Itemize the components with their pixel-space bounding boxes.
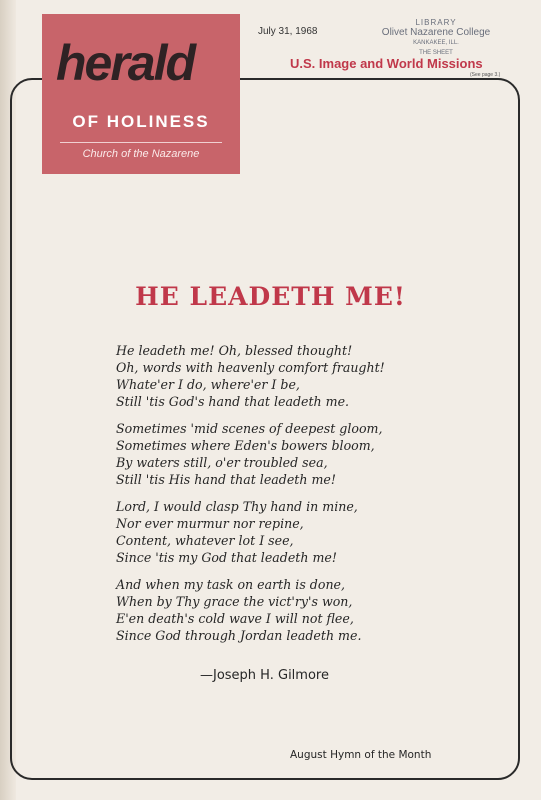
masthead-title: herald (56, 35, 195, 91)
masthead-divider (60, 142, 222, 143)
library-stamp (376, 18, 496, 56)
poem-line: Sometimes where Eden's bowers bloom, (116, 438, 375, 453)
stamp-line-extra: THE SHEET (419, 50, 453, 56)
poem-line: By waters still, o'er troubled sea, (116, 455, 328, 470)
poem-line: Still 'tis God's hand that leadeth me. (116, 394, 350, 409)
poem-attribution: —Joseph H. Gilmore (200, 668, 329, 683)
stamp-line-college: Olivet Nazarene College (381, 27, 491, 38)
poem-line: Since God through Jordan leadeth me. (116, 628, 362, 643)
poem-title: HE LEADETH ME! (135, 282, 406, 311)
see-page-note: (See page 3.) (470, 72, 501, 78)
hymn-of-month-caption: August Hymn of the Month (290, 749, 432, 761)
poem-stanza (116, 498, 436, 566)
stamp-line-city: KANKAKEE, ILL. (413, 40, 459, 46)
poem-stanza (116, 420, 436, 488)
masthead-block (42, 14, 240, 174)
stamp-line-library: LIBRARY (415, 18, 457, 27)
poem-body (116, 342, 436, 654)
masthead-subtitle: OF HOLINESS (72, 112, 210, 131)
poem-line: When by Thy grace the vict'ry's won, (116, 594, 353, 609)
poem-line: Oh, words with heavenly comfort fraught! (116, 360, 385, 375)
issue-date: July 31, 1968 (258, 26, 318, 37)
poem-line: Still 'tis His hand that leadeth me! (116, 472, 336, 487)
poem-line: He leadeth me! Oh, blessed thought! (116, 343, 353, 358)
poem-line: Content, whatever lot I see, (116, 533, 294, 548)
masthead-church-name: Church of the Nazarene (82, 148, 200, 160)
poem-line: Lord, I would clasp Thy hand in mine, (116, 499, 358, 514)
poem-stanza (116, 342, 436, 410)
poem-line: Whate'er I do, where'er I be, (116, 377, 300, 392)
poem-line: And when my task on earth is done, (116, 577, 346, 592)
cover-headline: U.S. Image and World Missions (290, 56, 483, 71)
poem-line: Since 'tis my God that leadeth me! (116, 550, 337, 565)
poem-line: Sometimes 'mid scenes of deepest gloom, (116, 421, 383, 436)
poem-line: Nor ever murmur nor repine, (116, 516, 304, 531)
poem-stanza (116, 576, 436, 644)
poem-line: E'en death's cold wave I will not flee, (116, 611, 354, 626)
